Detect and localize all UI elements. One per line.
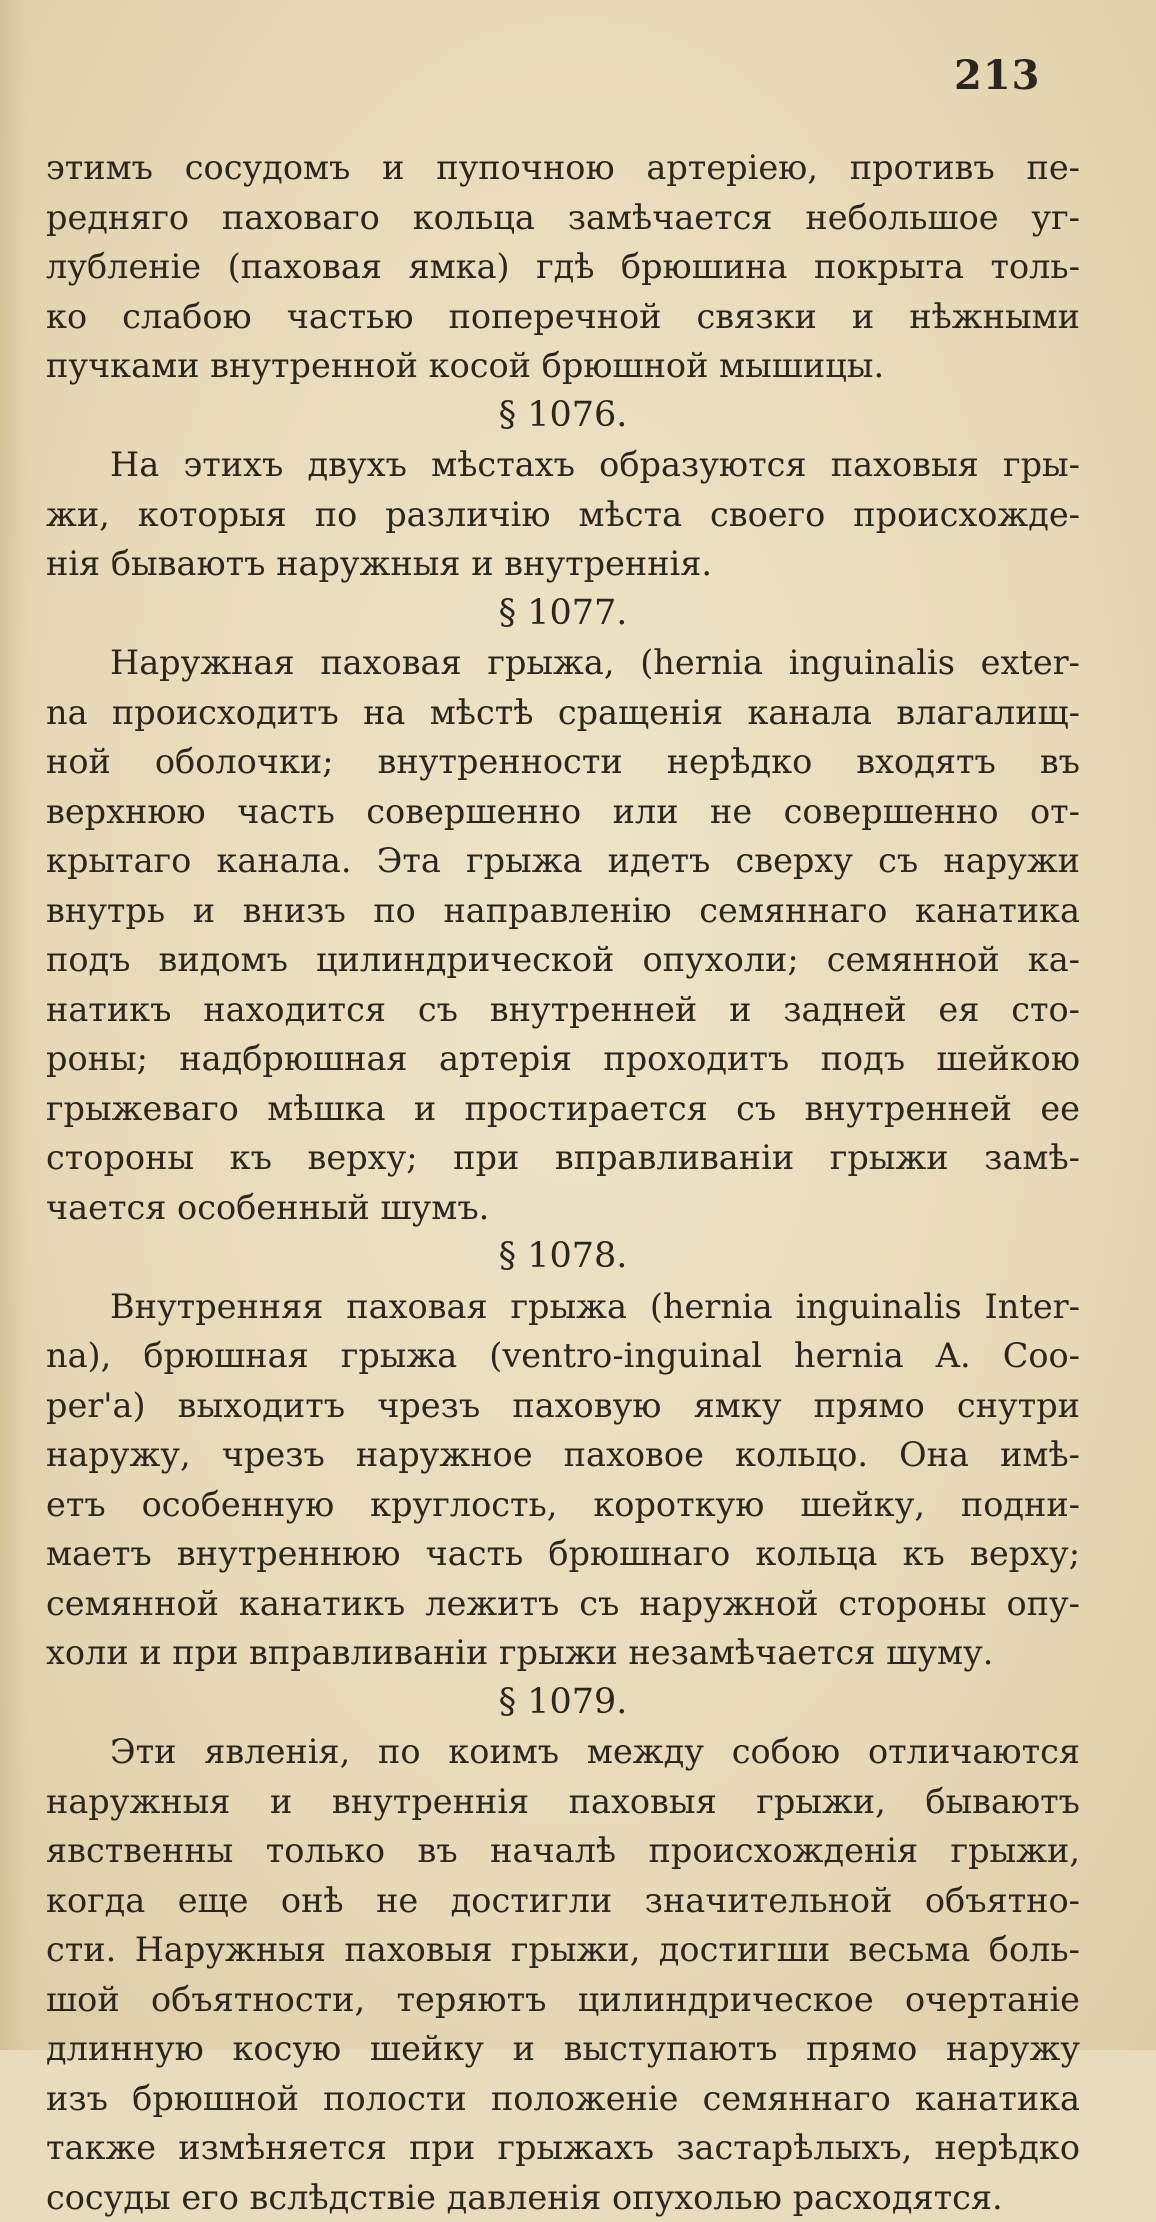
text-line: Наружная паховая грыжа, (hernia inguinalis exter- [46, 638, 1080, 688]
section-heading: § 1077. [46, 589, 1080, 639]
text-line: ной оболочки; внутренности нерѣдко входятъ въ [46, 737, 1080, 787]
section-heading: § 1078. [46, 1232, 1080, 1282]
text-line: внутрь и внизъ по направленiю семяннаго канатика [46, 886, 1080, 936]
text-line: когда еще онѣ не достигли значительной объятно- [46, 1876, 1080, 1926]
text-line: изъ брюшной полости положенiе семяннаго канатика [46, 2074, 1080, 2124]
text-line: длинную косую шейку и выступаютъ прямо наружу [46, 2024, 1080, 2074]
paragraph [46, 1727, 1080, 2222]
text-line: маетъ внутреннюю часть брюшнаго кольца къ верху; [46, 1529, 1080, 1579]
text-line: также измѣняется при грыжахъ застарѣлыхъ, нерѣдко [46, 2123, 1080, 2173]
text-line: сти. Наружныя паховыя грыжи, достигши весьма боль- [46, 1925, 1080, 1975]
text-line: Эти явленiя, по коимъ между собою отличаются [46, 1727, 1080, 1777]
text-line: явственны только въ началѣ происхожденiя грыжи, [46, 1826, 1080, 1876]
section-heading: § 1076. [46, 391, 1080, 441]
text-line: крытаго канала. Эта грыжа идетъ сверху съ наружи [46, 836, 1080, 886]
paragraph [46, 440, 1080, 589]
text-line: чается особенный шумъ. [46, 1183, 1080, 1233]
text-line: холи и при вправливанiи грыжи незамѣчается шуму. [46, 1628, 1080, 1678]
text-line: стороны къ верху; при вправливанiи грыжи замѣ- [46, 1133, 1080, 1183]
page-number: 213 [954, 56, 1041, 96]
paragraph [46, 1282, 1080, 1678]
text-line: верхнюю часть совершенно или не совершенно от- [46, 787, 1080, 837]
text-line: натикъ находится съ внутренней и задней ея сто- [46, 985, 1080, 1035]
text-line: per'а) выходитъ чрезъ паховую ямку прямо снутри [46, 1381, 1080, 1431]
text-line: етъ особенную круглость, короткую шейку, подни- [46, 1480, 1080, 1530]
text-line: грыжеваго мѣшка и простирается съ внутренней ее [46, 1084, 1080, 1134]
text-line: ко слабою частью поперечной связки и нѣжными [46, 292, 1080, 342]
text-line: наружныя и внутреннiя паховыя грыжи, бываютъ [46, 1777, 1080, 1827]
text-line: нiя бываютъ наружныя и внутреннiя. [46, 539, 1080, 589]
text-line: наружу, чрезъ наружное паховое кольцо. Она имѣ- [46, 1430, 1080, 1480]
paragraph [46, 143, 1080, 391]
text-line: семянной канатикъ лежитъ съ наружной стороны опу- [46, 1579, 1080, 1629]
text-line: роны; надбрюшная артерiя проходитъ подъ шейкою [46, 1034, 1080, 1084]
text-line: сосуды его вслѣдствiе давленiя опухолью расходятся. [46, 2173, 1080, 2222]
text-line: жи, которыя по различiю мѣста своего происхожде- [46, 490, 1080, 540]
section-heading: § 1079. [46, 1678, 1080, 1728]
text-line: na происходитъ на мѣстѣ сращенiя канала влагалищ- [46, 688, 1080, 738]
paragraph [46, 638, 1080, 1232]
text-line: лубленiе (паховая ямка) гдѣ брюшина покрыта толь- [46, 242, 1080, 292]
text-line: пучками внутренной косой брюшной мышицы. [46, 341, 1080, 391]
text-line: подъ видомъ цилиндрической опухоли; семянной ка- [46, 935, 1080, 985]
text-line: шой объятности, теряютъ цилиндрическое очертанiе [46, 1975, 1080, 2025]
text-line: редняго паховаго кольца замѣчается небольшое уг- [46, 193, 1080, 243]
page-binding-shadow [0, 0, 26, 2050]
body-text [46, 143, 1080, 2222]
text-line: этимъ сосудомъ и пупочною артерiею, противъ пе- [46, 143, 1080, 193]
text-line: na), брюшная грыжа (ventro-inguinal hernia A. Coo- [46, 1331, 1080, 1381]
text-line: Внутренняя паховая грыжа (hernia inguinalis Inter- [46, 1282, 1080, 1332]
text-line: На этихъ двухъ мѣстахъ образуются паховыя гры- [46, 440, 1080, 490]
